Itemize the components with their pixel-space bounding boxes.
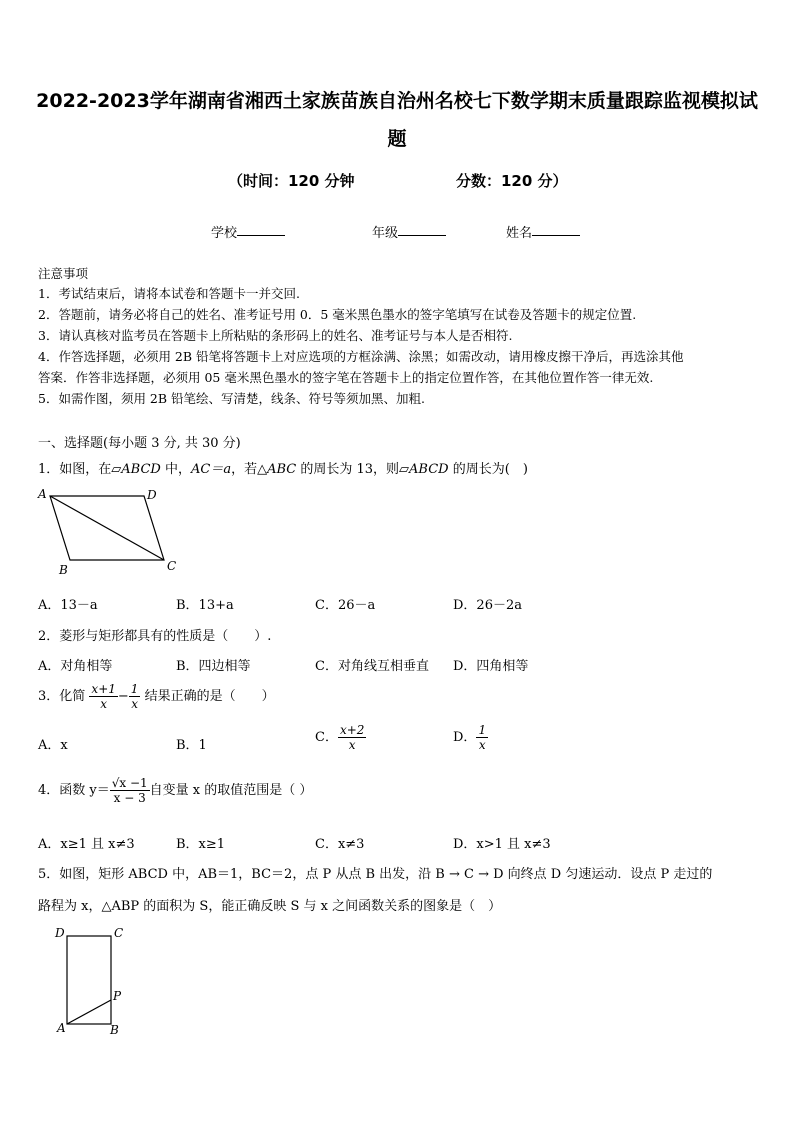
note-item: 5．如需作图，须用 2B 铅笔绘、写清楚，线条、符号等须加黑、加粗. bbox=[38, 391, 426, 406]
q3-option-d[interactable] bbox=[453, 723, 488, 752]
q1-option-c[interactable]: C．26－a bbox=[315, 598, 376, 613]
q3-text: 3．化简 bbox=[38, 689, 86, 704]
exam-title-line1: 2022-2023学年湖南省湘西土家族苗族自治州名校七下数学期末质量跟踪监视模拟试 bbox=[36, 90, 758, 112]
segment-ap bbox=[67, 1000, 111, 1024]
parallelogram-symbol: ▱ bbox=[111, 462, 122, 477]
q1-shape: ABCD bbox=[409, 462, 449, 477]
q5-rectangle-figure bbox=[50, 924, 130, 1040]
rectangle-abcd bbox=[67, 936, 111, 1024]
section-heading: 一、选择题(每小题 3 分, 共 30 分) bbox=[38, 436, 241, 451]
notes-heading: 注意事项 bbox=[38, 266, 89, 281]
option-label: C． bbox=[315, 730, 338, 745]
q2-option-a[interactable]: A．对角相等 bbox=[38, 659, 113, 674]
note-item: 2．答题前，请务必将自己的姓名、准考证号用 0．5 毫米黑色墨水的签字笔填写在试卷及答题卡的规定位置. bbox=[38, 307, 637, 322]
name-label: 姓名 bbox=[506, 226, 533, 241]
q4-fraction bbox=[110, 776, 150, 805]
q3-fraction-1 bbox=[89, 682, 117, 711]
q1-text: 中， bbox=[160, 462, 191, 477]
q1-shape: ABCD bbox=[121, 462, 161, 477]
q3-option-b[interactable]: B．1 bbox=[176, 738, 207, 753]
q2-stem: 2．菱形与矩形都具有的性质是（ ）. bbox=[38, 629, 272, 644]
fraction-numerator: x+1 bbox=[91, 682, 116, 696]
grade-blank bbox=[398, 222, 446, 236]
q1-text: ，若 bbox=[231, 462, 258, 477]
note-item: 1．考试结束后，请将本试卷和答题卡一并交回. bbox=[38, 286, 300, 301]
fraction-numerator: 1 bbox=[130, 682, 139, 696]
q4-option-c[interactable]: C．x≠3 bbox=[315, 837, 365, 852]
q1-stem bbox=[38, 458, 528, 477]
q3-option-a[interactable]: A．x bbox=[38, 738, 68, 753]
q4-option-b[interactable]: B．x≥1 bbox=[176, 837, 226, 852]
fraction-numerator: x+2 bbox=[339, 723, 365, 737]
q1-option-a[interactable]: A．13－a bbox=[38, 598, 98, 613]
q3-option-c-fraction bbox=[338, 723, 366, 752]
fraction-numerator: √x −1 bbox=[111, 776, 148, 790]
exam-score: 分数：120 分） bbox=[456, 172, 568, 190]
q1-option-b[interactable]: B．13+a bbox=[176, 598, 234, 613]
label-C: C bbox=[167, 559, 177, 573]
label-D: D bbox=[147, 488, 157, 502]
q1-condition: AC＝a bbox=[190, 462, 232, 477]
q4-option-a[interactable]: A．x≥1 且 x≠3 bbox=[38, 837, 135, 852]
q2-option-b[interactable]: B．四边相等 bbox=[176, 659, 251, 674]
q2-option-d[interactable]: D．四角相等 bbox=[453, 659, 529, 674]
parallelogram-symbol: ▱ bbox=[399, 462, 410, 477]
minus-sign: − bbox=[117, 689, 129, 704]
fraction-denominator: x − 3 bbox=[113, 791, 146, 805]
grade-label: 年级 bbox=[372, 226, 399, 241]
fraction-denominator: x bbox=[348, 738, 356, 752]
label-A: A bbox=[38, 487, 47, 501]
q3-fraction-2 bbox=[129, 682, 141, 711]
fraction-denominator: x bbox=[131, 697, 138, 711]
q4-text: 自变量 x 的取值范围是（ ） bbox=[149, 783, 313, 798]
q2-option-c[interactable]: C．对角线互相垂直 bbox=[315, 659, 429, 674]
exam-title-line2: 题 bbox=[387, 128, 407, 150]
option-label: D． bbox=[453, 730, 477, 745]
q3-option-d-fraction bbox=[476, 723, 488, 752]
q1-text: 的周长为( ) bbox=[448, 462, 528, 477]
q3-option-c[interactable] bbox=[315, 723, 366, 752]
school-field bbox=[211, 222, 237, 241]
q4-text: 4．函数 y＝ bbox=[38, 783, 110, 798]
name-field bbox=[506, 222, 532, 241]
school-blank bbox=[237, 222, 285, 236]
note-item: 3．请认真核对监考员在答题卡上所粘贴的条形码上的姓名、准考证号与本人是否相符. bbox=[38, 328, 513, 343]
fraction-denominator: x bbox=[100, 697, 108, 711]
q1-text: 的周长为 13，则 bbox=[296, 462, 400, 477]
name-blank bbox=[532, 222, 580, 236]
label-C: C bbox=[114, 926, 124, 940]
label-B: B bbox=[59, 563, 68, 577]
q4-option-d[interactable]: D．x>1 且 x≠3 bbox=[453, 837, 551, 852]
q1-option-d[interactable]: D．26－2a bbox=[453, 598, 522, 613]
q1-parallelogram-figure bbox=[32, 484, 192, 578]
label-P: P bbox=[113, 989, 122, 1003]
q1-triangle: △ABC bbox=[257, 462, 297, 477]
q4-stem bbox=[38, 776, 312, 805]
label-B: B bbox=[110, 1023, 119, 1037]
q3-stem bbox=[38, 682, 275, 711]
q1-text: 1．如图，在 bbox=[38, 462, 112, 477]
label-D: D bbox=[55, 926, 65, 940]
label-A: A bbox=[57, 1021, 66, 1035]
q3-text: 结果正确的是（ ） bbox=[144, 689, 275, 704]
fraction-denominator: x bbox=[478, 738, 486, 752]
note-item: 答案．作答非选择题，必须用 05 毫米黑色墨水的签字笔在答题卡上的指定位置作答，在其他位置作答一律无效. bbox=[38, 370, 654, 385]
exam-time: （时间：120 分钟 bbox=[228, 172, 355, 190]
note-item: 4．作答选择题，必须用 2B 铅笔将答题卡上对应选项的方框涂满、涂黑；如需改动，请用橡皮擦干净后，再选涂其他 bbox=[38, 349, 684, 364]
fraction-numerator: 1 bbox=[478, 723, 487, 737]
q5-stem-line2: 路程为 x，△ABP 的面积为 S，能正确反映 S 与 x 之间函数关系的图象是（ ） bbox=[38, 899, 502, 914]
q5-stem-line1: 5．如图，矩形 ABCD 中，AB＝1，BC＝2，点 P 从点 B 出发，沿 B → C → D 向终点 D 匀速运动．设点 P 走过的 bbox=[38, 867, 713, 882]
grade-field bbox=[372, 222, 398, 241]
school-label: 学校 bbox=[211, 226, 238, 241]
